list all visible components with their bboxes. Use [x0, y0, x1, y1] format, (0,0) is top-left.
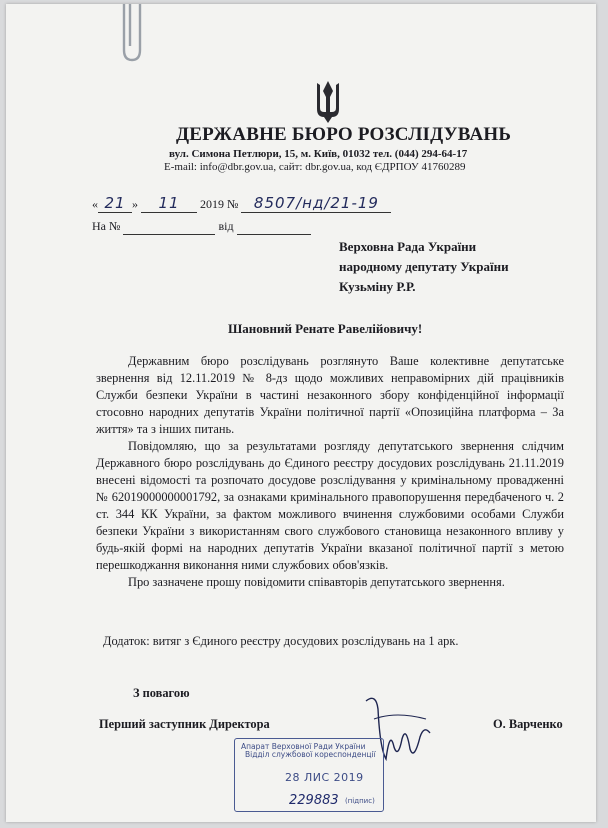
agency-contacts: E-mail: info@dbr.gov.ua, сайт: dbr.gov.ua, код ЄДРПОУ 41760289 — [164, 161, 466, 173]
outgoing-registration — [92, 194, 391, 213]
registration-number: 8507/нд/21-19 — [241, 194, 391, 213]
registration-month: 11 — [141, 194, 197, 213]
recipient-line-2: народному депутату України — [339, 259, 509, 274]
agency-address: вул. Симона Петлюри, 15, м. Київ, 01032 тел. (044) 294-64-17 — [169, 148, 468, 160]
coat-of-arms-icon — [313, 79, 343, 125]
recipient-block — [339, 237, 509, 297]
agency-name: ДЕРЖАВНЕ БЮРО РОЗСЛІДУВАНЬ — [176, 124, 512, 145]
salutation: Шановний Ренате Равелійовичу! — [228, 321, 423, 336]
registration-day: 21 — [98, 194, 132, 213]
attachment-note: Додаток: витяг з Єдиного реєстру досудових розслідувань на 1 арк. — [103, 634, 459, 648]
signatory-name: О. Варченко — [493, 717, 563, 731]
letter-page — [6, 4, 596, 822]
stamp-number: 229883 — [289, 793, 339, 808]
signatory-title: Перший заступник Директора — [99, 717, 270, 731]
body-paragraph-3: Про зазначене прошу повідомити співавторів депутатського звернення. — [128, 575, 505, 589]
letter-body — [96, 353, 564, 591]
reference-prefix: На № — [92, 219, 121, 233]
reference-number-blank — [123, 219, 215, 235]
reference-date-blank — [237, 219, 311, 235]
quote-close: » — [132, 197, 138, 211]
closing-regards: З повагою — [133, 686, 190, 700]
quote-open: « — [92, 197, 98, 211]
body-paragraph-1: Державним бюро розслідувань розглянуто Ваше колективне депутатське звернення від 12.11.2019 № 8-дз щодо можливих неправомірних дій працівників Служби безпеки України в частині незаконного збору конфіденційної інформації стосовно народних депутатів України політичної партії «Опозиційна платформа – За життя» та з інших питань. — [96, 354, 564, 436]
recipient-line-3: Кузьміну Р.Р. — [339, 279, 416, 294]
stamp-line-2: Відділ службової кореспонденції — [245, 750, 376, 759]
stamp-signature-label: (підпис) — [345, 797, 375, 805]
reference-line — [92, 219, 311, 235]
paper-clip-icon — [114, 4, 148, 64]
registration-year: 2019 — [200, 197, 224, 211]
reference-from-label: від — [218, 219, 234, 233]
recipient-line-1: Верховна Рада України — [339, 239, 477, 254]
stamp-date: 28 ЛИС 2019 — [285, 771, 364, 784]
incoming-registration-stamp — [234, 738, 384, 812]
stamp-line-1: Апарат Верховної Ради України — [241, 742, 366, 751]
number-sign: № — [227, 197, 239, 211]
body-paragraph-2: Повідомляю, що за результатами розгляду депутатського звернення слідчим Державного бюро розслідувань до Єдиного реєстру досудових розслідувань 21.11.2019 внесені відомості та розпочато досудове розслідування у кримінальному провадженні № 62019000000001792, за ознаками кримінального правопорушення передбаченого ч. 2 ст. 344 КК України, за фактом можливого вчинення службовими особами Служби безпеки України з використанням свого службового становища незаконного впливу у будь-якій формі на народних депутатів України вказаної політичної партії з метою перешкоджання виконання ними службових обов'язків. — [96, 439, 564, 572]
